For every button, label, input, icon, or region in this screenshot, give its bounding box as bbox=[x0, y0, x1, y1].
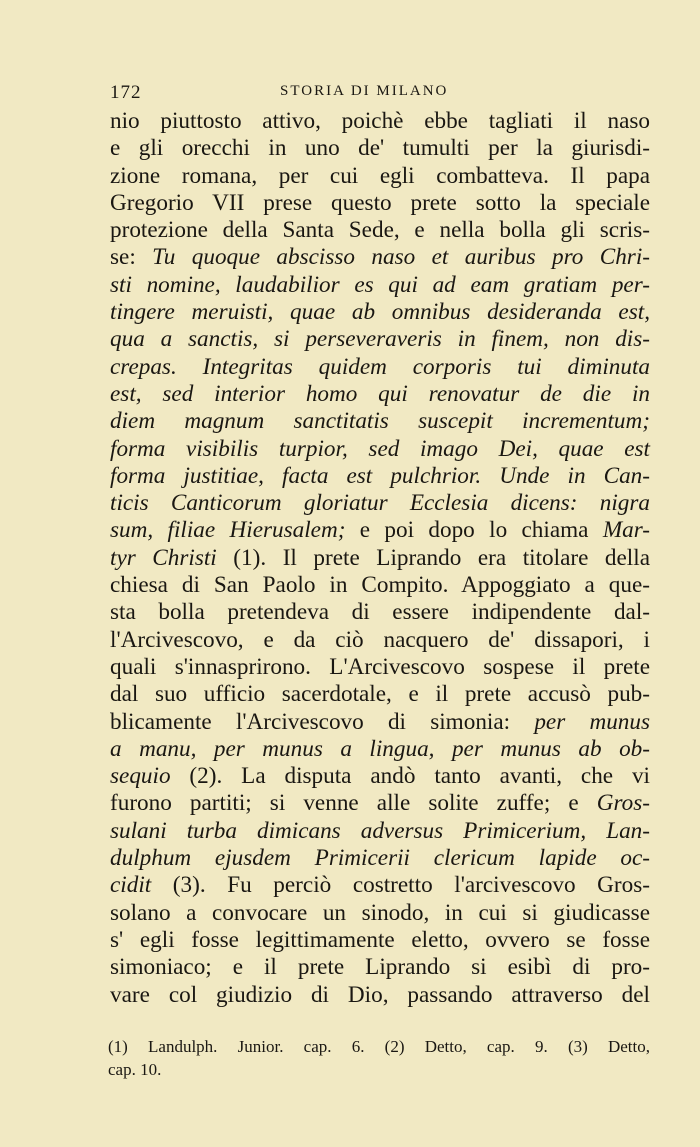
text-line bbox=[110, 135, 650, 162]
text-line bbox=[110, 244, 650, 271]
italic-run: crepas. Integritas quidem corporis tui diminuta bbox=[110, 353, 650, 380]
italic-run: est, sed interior homo qui renovatur de die in bbox=[110, 380, 650, 407]
text-run: chiesa di San Paolo in Compito. Appoggiato a que- bbox=[110, 572, 650, 599]
text-line bbox=[110, 599, 650, 626]
text-line bbox=[110, 436, 650, 463]
body-text bbox=[110, 108, 650, 1009]
text-line bbox=[110, 272, 650, 299]
text-run: solano a convocare un sinodo, in cui si giudicasse bbox=[110, 899, 650, 926]
text-line bbox=[110, 517, 650, 544]
text-run: e poi dopo lo chiama bbox=[345, 517, 603, 544]
italic-run: dulphum ejusdem Primicerii clericum lapide oc- bbox=[110, 845, 650, 872]
text-run: blicamente l'Arcivescovo di simonia: bbox=[110, 708, 535, 735]
text-line bbox=[110, 982, 650, 1009]
text-line bbox=[110, 545, 650, 572]
text-run: (3). Fu perciò costretto l'arcivescovo Gros- bbox=[151, 872, 650, 899]
text-run: quali s'innasprirono. L'Arcivescovo sospese il prete bbox=[110, 653, 650, 680]
italic-run: tingere meruisti, quae ab omnibus desideranda est, bbox=[110, 299, 650, 326]
text-run: (2). La disputa andò tanto avanti, che vi bbox=[170, 763, 650, 790]
footnotes bbox=[108, 1035, 650, 1081]
text-run: simoniaco; e il prete Liprando si esibì di pro- bbox=[110, 954, 650, 981]
text-run: se: bbox=[110, 244, 153, 271]
text-line bbox=[110, 408, 650, 435]
text-line bbox=[110, 872, 650, 899]
text-run: l'Arcivescovo, e da ciò nacquero de' dissapori, i bbox=[110, 626, 650, 653]
text-run: nio piuttosto attivo, poichè ebbe tagliati il naso bbox=[110, 108, 650, 134]
footnote-line: (1) Landulph. Junior. cap. 6. (2) Detto, cap. 9. (3) Detto, bbox=[108, 1037, 650, 1056]
text-line bbox=[110, 326, 650, 353]
text-run: protezione della Santa Sede, e nella bolla gli scris- bbox=[110, 217, 650, 244]
footnote-line: cap. 10. bbox=[108, 1060, 162, 1079]
italic-run: sulani turba dimicans adversus Primicerium, Lan- bbox=[110, 817, 650, 844]
text-line bbox=[110, 299, 650, 326]
text-line bbox=[110, 790, 650, 817]
italic-run: qua a sanctis, si perseveraveris in finem, non dis- bbox=[110, 326, 650, 353]
text-line bbox=[110, 490, 650, 517]
italic-run: diem magnum sanctitatis suscepit incrementum; bbox=[110, 408, 650, 435]
italic-run: sum, filiae Hierusalem; bbox=[110, 517, 346, 544]
text-run: dal suo ufficio sacerdotale, e il prete accusò pub- bbox=[110, 681, 650, 708]
text-run: s' egli fosse legittimamente eletto, ovvero se fosse bbox=[110, 926, 650, 953]
text-line bbox=[110, 627, 650, 654]
text-line bbox=[110, 217, 650, 244]
text-run: (1). Il prete Liprando era titolare della bbox=[216, 544, 650, 571]
text-line bbox=[110, 954, 650, 981]
italic-run: Gros- bbox=[596, 790, 650, 817]
text-run: vare col giudizio di Dio, passando attraverso del bbox=[110, 981, 650, 1008]
text-line bbox=[110, 381, 650, 408]
text-line bbox=[110, 190, 650, 217]
italic-run: forma visibilis turpior, sed imago Dei, quae est bbox=[110, 435, 650, 462]
italic-run: per munus bbox=[534, 708, 650, 735]
text-line bbox=[110, 572, 650, 599]
text-line bbox=[110, 927, 650, 954]
italic-run: cidit bbox=[110, 872, 152, 899]
text-run: Gregorio VII prese questo prete sotto la speciale bbox=[110, 189, 650, 216]
page-number: 172 bbox=[110, 82, 142, 103]
text-line bbox=[110, 354, 650, 381]
text-run: sta bolla pretendeva di essere indipendente dal- bbox=[110, 599, 650, 626]
text-line bbox=[110, 818, 650, 845]
italic-run: Mar- bbox=[602, 517, 651, 544]
text-line bbox=[110, 654, 650, 681]
italic-run: sequio bbox=[110, 763, 171, 790]
text-line bbox=[110, 736, 650, 763]
italic-run: tyr Christi bbox=[110, 544, 217, 571]
text-line bbox=[110, 709, 650, 736]
text-line bbox=[110, 681, 650, 708]
text-line bbox=[110, 463, 650, 490]
italic-run: Tu quoque abscisso naso et auribus pro Chri- bbox=[152, 244, 650, 271]
text-line bbox=[110, 900, 650, 927]
italic-run: forma justitiae, facta est pulchrior. Unde in Can- bbox=[110, 462, 650, 489]
text-line bbox=[110, 163, 650, 190]
italic-run: ticis Canticorum gloriatur Ecclesia dicens: nigra bbox=[110, 490, 650, 517]
italic-run: a manu, per munus a lingua, per munus ab ob- bbox=[110, 735, 650, 762]
italic-run: sti nomine, laudabilior es qui ad eam gratiam per- bbox=[110, 271, 650, 298]
text-line bbox=[110, 845, 650, 872]
running-head: STORIA DI MILANO bbox=[280, 83, 449, 99]
text-line bbox=[110, 108, 650, 135]
text-run: zione romana, per cui egli combatteva. Il papa bbox=[110, 162, 650, 189]
text-run: furono partiti; si venne alle solite zuffe; e bbox=[110, 790, 597, 817]
text-line bbox=[110, 763, 650, 790]
page-header bbox=[110, 82, 650, 108]
text-run: e gli orecchi in uno de' tumulti per la giurisdi- bbox=[110, 135, 650, 162]
